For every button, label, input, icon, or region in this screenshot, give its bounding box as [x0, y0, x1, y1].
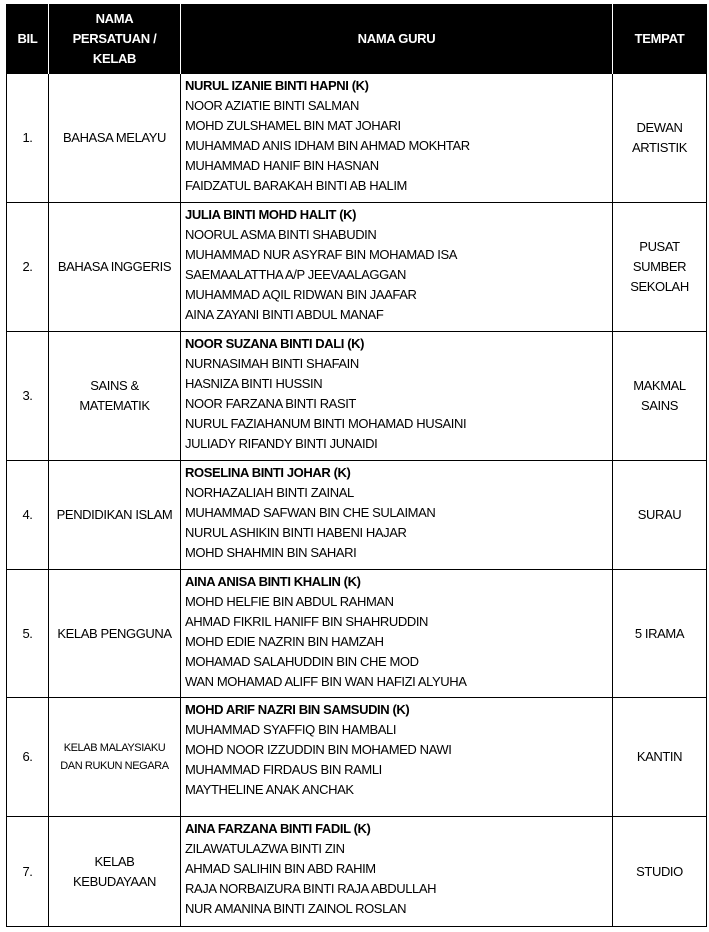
place — [613, 461, 707, 570]
club-name-line: MATEMATIK — [79, 398, 150, 413]
teacher-name: FAIDZATUL BARAKAH BINTI AB HALIM — [185, 178, 407, 193]
teacher-name: MUHAMMAD NUR ASYRAF BIN MOHAMAD ISA — [185, 247, 458, 262]
teacher-list — [181, 203, 613, 332]
row-number: 5. — [7, 570, 49, 698]
row-number: 1. — [7, 74, 49, 203]
place-line: STUDIO — [636, 863, 683, 879]
teacher-name-leader: ROSELINA BINTI JOHAR (K) — [185, 465, 351, 480]
club-name-line: BAHASA INGGERIS — [57, 259, 172, 274]
teacher-name-leader: AINA ANISA BINTI KHALIN (K) — [185, 574, 361, 589]
place — [613, 817, 707, 927]
club-name — [49, 570, 181, 698]
teacher-name: MUHAMMAD FIRDAUS BIN RAMLI — [185, 762, 382, 777]
teacher-name: AINA ZAYANI BINTI ABDUL MANAF — [185, 307, 384, 322]
place-line: SEKOLAH — [630, 279, 689, 294]
club-name — [49, 698, 181, 817]
teacher-name: MUHAMMAD ANIS IDHAM BIN AHMAD MOKHTAR — [185, 138, 470, 153]
place-line: SUMBER — [632, 259, 687, 274]
place-line: ARTISTIK — [631, 140, 688, 155]
row-number: 6. — [7, 698, 49, 817]
teacher-name: NURUL FAZIAHANUM BINTI MOHAMAD HUSAINI — [185, 416, 467, 431]
club-name-line: KELAB MALAYSIAKU — [63, 742, 166, 754]
teacher-list — [181, 461, 613, 570]
teacher-name: MAYTHELINE ANAK ANCHAK — [185, 782, 354, 797]
teacher-name: MOHD SHAHMIN BIN SAHARI — [185, 545, 357, 560]
header-club-line: PERSATUAN / — [72, 30, 157, 46]
club-name — [49, 332, 181, 461]
teacher-name: HASNIZA BINTI HUSSIN — [185, 376, 323, 391]
teacher-name: MOHD ZULSHAMEL BIN MAT JOHARI — [185, 118, 401, 133]
table-row — [7, 817, 707, 927]
table-header-row — [7, 4, 707, 74]
teacher-name-leader: JULIA BINTI MOHD HALIT (K) — [185, 207, 357, 222]
club-name-line: DAN RUKUN NEGARA — [60, 760, 169, 772]
place-line: 5 IRAMA — [634, 625, 685, 641]
teacher-name: MUHAMMAD SAFWAN BIN CHE SULAIMAN — [185, 505, 436, 520]
place-line: MAKMAL — [633, 378, 686, 393]
teacher-name: MOHD HELFIE BIN ABDUL RAHMAN — [185, 594, 394, 609]
row-number: 2. — [7, 203, 49, 332]
teacher-name: NORHAZALIAH BINTI ZAINAL — [185, 485, 354, 500]
teacher-name: NOOR FARZANA BINTI RASIT — [185, 396, 356, 411]
club-name-line: SAINS & — [90, 378, 139, 393]
place-line: PUSAT — [639, 239, 680, 254]
teacher-name: RAJA NORBAIZURA BINTI RAJA ABDULLAH — [185, 881, 437, 896]
place-line: DEWAN — [636, 120, 683, 135]
teacher-name: NURNASIMAH BINTI SHAFAIN — [185, 356, 359, 371]
club-name-line: PENDIDIKAN ISLAM — [56, 507, 173, 522]
club-teacher-table — [6, 4, 707, 927]
row-number: 4. — [7, 461, 49, 570]
teacher-name-leader: AINA FARZANA BINTI FADIL (K) — [185, 821, 371, 836]
teacher-name: NOOR AZIATIE BINTI SALMAN — [185, 98, 359, 113]
place-line: KANTIN — [636, 749, 683, 764]
teacher-name: MUHAMMAD HANIF BIN HASNAN — [185, 158, 379, 173]
club-name — [49, 461, 181, 570]
table-row — [7, 74, 707, 203]
place-line: SURAU — [637, 507, 682, 522]
header-club-line: KELAB — [92, 50, 137, 66]
header-club — [49, 4, 181, 74]
teacher-name-leader: MOHD ARIF NAZRI BIN SAMSUDIN (K) — [185, 702, 410, 717]
row-number: 7. — [7, 817, 49, 927]
place-line: SAINS — [640, 398, 678, 413]
table-row — [7, 461, 707, 570]
club-name — [49, 817, 181, 927]
teacher-name: AHMAD FIKRIL HANIFF BIN SHAHRUDDIN — [185, 614, 429, 629]
teacher-list — [181, 74, 613, 203]
teacher-list — [181, 698, 613, 817]
club-name-line: BAHASA MELAYU — [63, 130, 166, 145]
place — [613, 332, 707, 461]
club-name-line: KEBUDAYAAN — [73, 873, 156, 889]
teacher-name: MOHAMAD SALAHUDDIN BIN CHE MOD — [185, 654, 419, 669]
place — [613, 698, 707, 817]
teacher-list — [181, 332, 613, 461]
teacher-name: MUHAMMAD SYAFFIQ BIN HAMBALI — [185, 722, 397, 737]
club-name — [49, 74, 181, 203]
teacher-name: NOORUL ASMA BINTI SHABUDIN — [185, 227, 377, 242]
teacher-name-leader: NURUL IZANIE BINTI HAPNI (K) — [185, 78, 369, 93]
teacher-name: MOHD EDIE NAZRIN BIN HAMZAH — [185, 634, 384, 649]
teacher-name: NUR AMANINA BINTI ZAINOL ROSLAN — [185, 901, 407, 916]
teacher-name: AHMAD SALIHIN BIN ABD RAHIM — [185, 861, 376, 876]
teacher-list — [181, 817, 613, 927]
teacher-name: ZILAWATULAZWA BINTI ZIN — [185, 841, 345, 856]
club-name — [49, 203, 181, 332]
table-row — [7, 698, 707, 817]
header-place: TEMPAT — [613, 4, 707, 74]
place — [613, 570, 707, 698]
teacher-name: NURUL ASHIKIN BINTI HABENI HAJAR — [185, 525, 407, 540]
club-name-line: KELAB PENGGUNA — [57, 625, 172, 641]
teacher-name: MOHD NOOR IZZUDDIN BIN MOHAMED NAWI — [185, 742, 452, 757]
teacher-name: SAEMAALATTHA A/P JEEVAALAGGAN — [185, 267, 407, 282]
teacher-list — [181, 570, 613, 698]
header-teachers: NAMA GURU — [181, 4, 613, 74]
table-body — [7, 74, 707, 927]
teacher-name: MUHAMMAD AQIL RIDWAN BIN JAAFAR — [185, 287, 417, 302]
place — [613, 74, 707, 203]
club-name-line: KELAB — [94, 853, 135, 869]
row-number: 3. — [7, 332, 49, 461]
header-bil: BIL — [7, 4, 49, 74]
table-row — [7, 332, 707, 461]
place — [613, 203, 707, 332]
header-club-line: NAMA — [95, 10, 134, 26]
table-row — [7, 570, 707, 698]
teacher-name: WAN MOHAMAD ALIFF BIN WAN HAFIZI ALYUHA — [185, 674, 467, 689]
table-row — [7, 203, 707, 332]
teacher-name: JULIADY RIFANDY BINTI JUNAIDI — [185, 436, 378, 451]
teacher-name-leader: NOOR SUZANA BINTI DALI (K) — [185, 336, 365, 351]
